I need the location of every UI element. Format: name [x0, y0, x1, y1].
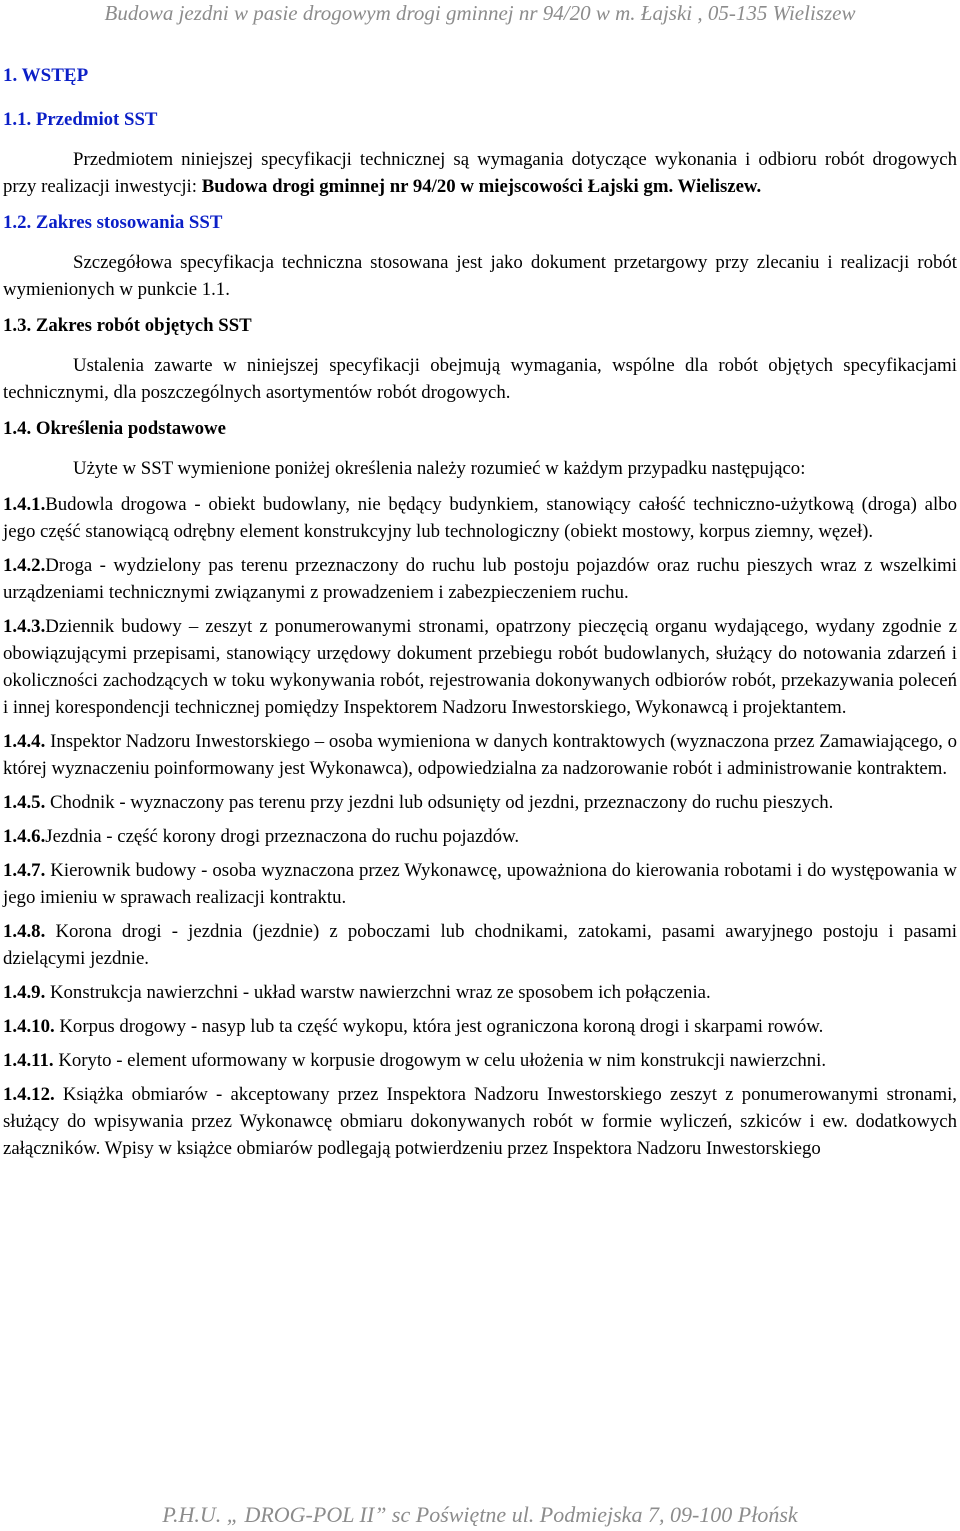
section-1-3-title: 1.3. Zakres robót objętych SST	[3, 315, 252, 336]
definition-text: Dziennik budowy – zeszyt z ponumerowanymi stronami, opatrzony pieczęcią organu wydającego, wydany zgodnie z obowiązującymi przepisami, stanowiący urzędowy dokument przebiegu robót budowlanych, służący do notowania zdarzeń i okoliczności zachodzących w toku wykonywania robót, rejestrowania dokonywanych odbiorów robót, przekazywania poleceń i innej korespondencji technicznej pomiędzy Inspektorem Nadzoru Inwestorskiego, Wykonawcą i projektantem.	[3, 616, 957, 718]
section-1-2-title: 1.2. Zakres stosowania SST	[3, 212, 223, 233]
definition-item	[3, 728, 957, 782]
definition-number: 1.4.6.	[3, 826, 46, 847]
definition-item	[3, 552, 957, 606]
definition-number: 1.4.11.	[3, 1050, 54, 1071]
definition-text: Konstrukcja nawierzchni - układ warstw nawierzchni wraz ze sposobem ich połączenia.	[49, 982, 711, 1003]
section-1-4-text: Użyte w SST wymienione poniżej określenia należy rozumieć w każdym przypadku następująco:	[73, 458, 806, 479]
section-1-1-text-b: Budowa drogi gminnej nr 94/20 w miejscowości Łajski gm. Wieliszew.	[201, 176, 762, 197]
definition-number: 1.4.2.	[3, 555, 46, 576]
definition-text: Droga - wydzielony pas terenu przeznaczony do ruchu lub postoju pojazdów oraz ruchu pieszych wraz z wszelkimi urządzeniami technicznymi związanymi z prowadzeniem i zabezpieczeniem ruchu.	[3, 555, 957, 603]
definition-item	[3, 613, 957, 721]
definition-item	[3, 857, 957, 911]
definition-number: 1.4.10.	[3, 1016, 55, 1037]
definition-text: Chodnik - wyznaczony pas terenu przy jezdni lub odsunięty od jezdni, przeznaczony do ruchu pieszych.	[49, 792, 834, 813]
definition-number: 1.4.8.	[3, 921, 46, 942]
definition-item	[3, 1013, 957, 1040]
definition-text: Jezdnia - część korony drogi przeznaczona do ruchu pojazdów.	[45, 826, 520, 847]
section-1-1-text-a: Przedmiotem niniejszej specyfikacji technicznej są wymagania dotyczące wykonania i odbioru robót drogowych przy realizacji inwestycji:	[3, 149, 957, 197]
definition-number: 1.4.3.	[3, 616, 46, 637]
definition-text: Koryto - element uformowany w korpusie drogowym w celu ułożenia w nim konstrukcji nawierzchni.	[58, 1050, 827, 1071]
definition-item	[3, 918, 957, 972]
definition-number: 1.4.12.	[3, 1084, 55, 1105]
definition-item	[3, 823, 957, 850]
section-1-4-title: 1.4. Określenia podstawowe	[3, 418, 226, 439]
definition-text: Korpus drogowy - nasyp lub ta część wykopu, która jest ograniczona koroną drogi i skarpami rowów.	[59, 1016, 824, 1037]
definition-number: 1.4.9.	[3, 982, 46, 1003]
definition-text: Kierownik budowy - osoba wyznaczona przez Wykonawcę, upoważniona do kierowania robotami i do występowania w jego imieniu w sprawach realizacji kontraktu.	[3, 860, 957, 908]
definition-item	[3, 1047, 957, 1074]
definition-number: 1.4.4.	[3, 731, 46, 752]
document-body	[3, 62, 957, 1169]
definition-item	[3, 491, 957, 545]
section-1-1-text	[3, 146, 957, 200]
definition-text: Książka obmiarów - akceptowany przez Inspektora Nadzoru Inwestorskiego zeszyt z ponumerowanymi stronami, służący do wpisywania przez Wykonawcę obmiaru dokonywanych robót w formie wyliczeń, szkiców i ew. dodatkowych załączników. Wpisy w książce obmiarów podlegają potwierdzeniu przez Inspektora Nadzoru Inwestorskiego	[3, 1084, 957, 1159]
definition-number: 1.4.1.	[3, 494, 46, 515]
definition-text: Inspektor Nadzoru Inwestorskiego – osoba wymieniona w danych kontraktowych (wyznaczona przez Zamawiającego, o której wyznaczeniu poinformowany jest Wykonawca), odpowiedzialna za nadzorowanie robót i administrowanie kontraktem.	[3, 731, 958, 779]
section-1-2-text: Szczegółowa specyfikacja techniczna stosowana jest jako dokument przetargowy przy zlecaniu i realizacji robót wymienionych w punkcie 1.1.	[3, 252, 957, 300]
page-header: Budowa jezdni w pasie drogowym drogi gminnej nr 94/20 w m. Łajski , 05-135 Wieliszew	[104, 1, 856, 25]
section-1-1-title: 1.1. Przedmiot SST	[3, 109, 158, 130]
section-heading-wstep: 1. WSTĘP	[3, 65, 89, 86]
definition-item	[3, 789, 957, 816]
page-footer: P.H.U. „ DROG-POL II” sc Poświętne ul. Podmiejska 7, 09-100 Płońsk	[162, 1502, 798, 1527]
definition-item	[3, 979, 957, 1006]
definition-number: 1.4.5.	[3, 792, 46, 813]
definition-number: 1.4.7.	[3, 860, 46, 881]
definition-text: Korona drogi - jezdnia (jezdnie) z poboczami lub chodnikami, zatokami, pasami awaryjnego postoju i pasami dzielącymi jezdnie.	[3, 921, 957, 969]
section-1-3-text: Ustalenia zawarte w niniejszej specyfikacji obejmują wymagania, wspólne dla robót objętych specyfikacjami technicznymi, dla poszczególnych asortymentów robót drogowych.	[3, 355, 957, 403]
definition-item	[3, 1081, 957, 1162]
definition-text: Budowla drogowa - obiekt budowlany, nie będący budynkiem, stanowiący całość techniczno-użytkową (droga) albo jego część stanowiącą odrębny element konstrukcyjny lub technologiczny (obiekt mostowy, korpus ziemny, węzeł).	[3, 494, 957, 542]
